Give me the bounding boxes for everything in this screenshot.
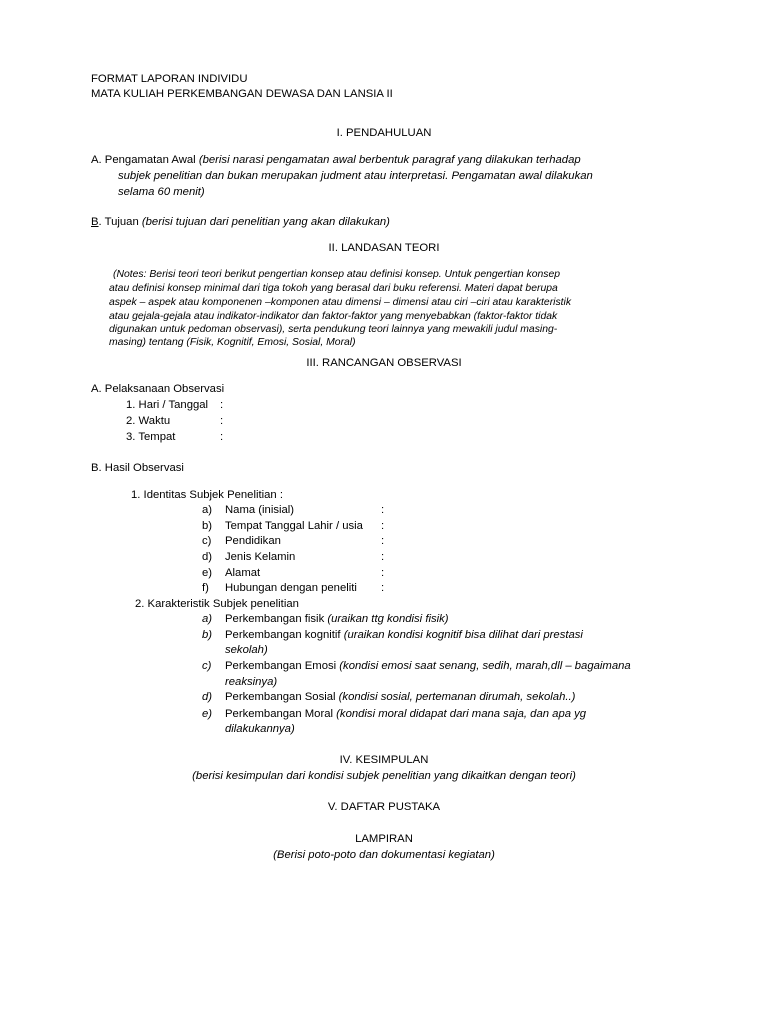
karakteristik-sosial: [225, 690, 575, 706]
pengamatan-awal-desc-1: (berisi narasi pengamatan awal berbentuk paragraf yang dilakukan terhadap: [198, 154, 581, 166]
karakteristik-letter-d: d): [202, 691, 213, 703]
pelaksanaan-item-1-colon: :: [220, 399, 224, 411]
karakteristik-moral-desc: (kondisi moral didapat dari mana saja, dan apa yg: [336, 708, 587, 720]
pelaksanaan-item-3-colon: :: [220, 431, 224, 443]
karakteristik-moral-desc-2: dilakukannya): [225, 723, 295, 735]
section-5-title: V. DAFTAR PUSTAKA: [327, 801, 441, 813]
identitas-letter-f: f): [202, 582, 209, 594]
identitas-hubungan-colon: :: [381, 582, 385, 594]
doc-title: FORMAT LAPORAN INDIVIDU: [91, 73, 248, 85]
identitas-pendidikan-colon: :: [381, 535, 385, 547]
notes-line-3: aspek – aspek atau komponenen –komponen atau dimensi – dimensi atau ciri –ciri atau karakteristik: [109, 297, 572, 308]
tujuan-letter: B: [91, 216, 99, 228]
identitas-ttl: Tempat Tanggal Lahir / usia: [225, 520, 363, 532]
karakteristik-kognitif: [225, 628, 583, 644]
pelaksanaan-observasi-label: A. Pelaksanaan Observasi: [91, 383, 225, 395]
identitas-letter-c: c): [202, 535, 212, 547]
karakteristik-kognitif-label: Perkembangan kognitif: [225, 629, 341, 641]
section-1-title: I. PENDAHULUAN: [336, 127, 432, 139]
tujuan: [91, 215, 390, 231]
karakteristik-fisik: [225, 612, 449, 628]
identitas-alamat-colon: :: [381, 567, 385, 579]
karakteristik-sosial-desc: (kondisi sosial, pertemanan dirumah, sekolah..): [338, 691, 576, 703]
karakteristik-letter-a: a): [202, 613, 213, 625]
lampiran-title: LAMPIRAN: [355, 833, 413, 845]
notes-line-5: digunakan untuk pedoman observasi), serta pendukung teori lainnya yang mewakili judul masing-: [109, 324, 558, 335]
karakteristik-label: 2. Karakteristik Subjek penelitian: [135, 598, 299, 610]
pelaksanaan-item-3: 3. Tempat: [126, 431, 176, 443]
karakteristik-emosi: [225, 659, 631, 675]
section-2-title: II. LANDASAN TEORI: [328, 242, 440, 254]
pengamatan-awal-label: A. Pengamatan Awal: [91, 154, 196, 166]
identitas-alamat: Alamat: [225, 567, 261, 579]
identitas-letter-a: a): [202, 504, 213, 516]
pengamatan-awal-desc-2: subjek penelitian dan bukan merupakan judment atau interpretasi. Pengamatan awal dilakukan: [118, 170, 593, 182]
karakteristik-fisik-desc: (uraikan ttg kondisi fisik): [327, 613, 449, 625]
karakteristik-moral: [225, 707, 586, 723]
section-4-title: IV. KESIMPULAN: [339, 754, 429, 766]
pengamatan-awal-desc-3: selama 60 menit): [118, 186, 205, 198]
pelaksanaan-item-2: 2. Waktu: [126, 415, 171, 427]
doc-subtitle: MATA KULIAH PERKEMBANGAN DEWASA DAN LANSIA II: [91, 88, 393, 100]
hasil-observasi-label: B. Hasil Observasi: [91, 462, 184, 474]
identitas-label: 1. Identitas Subjek Penelitian :: [131, 489, 283, 501]
identitas-jenis-kelamin-colon: :: [381, 551, 385, 563]
lampiran-desc: (Berisi poto-poto dan dokumentasi kegiatan): [273, 849, 495, 861]
identitas-hubungan: Hubungan dengan peneliti: [225, 582, 357, 594]
pelaksanaan-item-2-colon: :: [220, 415, 224, 427]
notes-line-4: atau gejala-gejala atau indikator-indikator dan faktor-faktor yang menyebabkan (faktor-faktor tidak: [109, 311, 558, 322]
notes-line-6: masing) tentang (Fisik, Kognitif, Emosi, Sosial, Moral): [109, 337, 356, 348]
identitas-jenis-kelamin: Jenis Kelamin: [225, 551, 296, 563]
identitas-nama-colon: :: [381, 504, 385, 516]
karakteristik-letter-e: e): [202, 708, 213, 720]
notes-line-1: (Notes: Berisi teori teori berikut pengertian konsep atau definisi konsep. Untuk pengertian konsep: [113, 269, 561, 280]
karakteristik-sosial-label: Perkembangan Sosial: [225, 691, 336, 703]
pengamatan-awal: [91, 153, 581, 169]
karakteristik-letter-c: c): [202, 660, 212, 672]
identitas-nama: Nama (inisial): [225, 504, 295, 516]
identitas-letter-e: e): [202, 567, 213, 579]
karakteristik-kognitif-desc: (uraikan kondisi kognitif bisa dilihat dari prestasi: [343, 629, 583, 641]
karakteristik-kognitif-desc-2: sekolah): [225, 644, 268, 656]
karakteristik-letter-b: b): [202, 629, 213, 641]
karakteristik-emosi-label: Perkembangan Emosi: [225, 660, 337, 672]
karakteristik-emosi-desc: (kondisi emosi saat senang, sedih, marah,dll – bagaimana: [339, 660, 631, 672]
karakteristik-moral-label: Perkembangan Moral: [225, 708, 334, 720]
section-3-title: III. RANCANGAN OBSERVASI: [306, 357, 462, 369]
tujuan-desc: (berisi tujuan dari penelitian yang akan dilakukan): [141, 216, 390, 228]
pelaksanaan-item-1: 1. Hari / Tanggal: [126, 399, 209, 411]
notes-line-2: atau definisi konsep minimal dari tiga tokoh yang berasal dari buku referensi. Materi dapat berupa: [109, 283, 558, 294]
kesimpulan-desc: (berisi kesimpulan dari kondisi subjek penelitian yang dikaitkan dengan teori): [192, 770, 576, 782]
identitas-ttl-colon: :: [381, 520, 385, 532]
karakteristik-emosi-desc-2: reaksinya): [225, 676, 278, 688]
identitas-letter-b: b): [202, 520, 213, 532]
tujuan-label: . Tujuan: [98, 216, 139, 228]
identitas-pendidikan: Pendidikan: [225, 535, 281, 547]
identitas-letter-d: d): [202, 551, 213, 563]
karakteristik-fisik-label: Perkembangan fisik: [225, 613, 325, 625]
